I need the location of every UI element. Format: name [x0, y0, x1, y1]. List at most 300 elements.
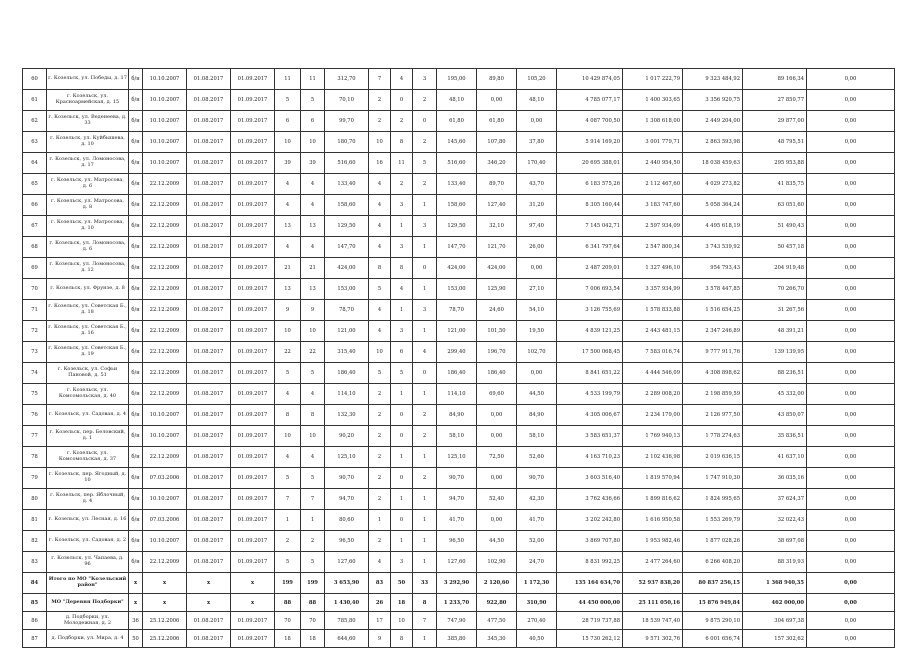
cell-d2: 01.08.2017 [187, 489, 231, 510]
cell-k: 3 603 516,40 [557, 468, 623, 489]
cell-e: 83 [369, 573, 391, 594]
cell-j: 105,20 [517, 69, 557, 90]
cell-o: 31 267,56 [743, 300, 807, 321]
cell-m: 5 058 364,24 [683, 195, 743, 216]
cell-k: 3 126 755,69 [557, 300, 623, 321]
cell-d3: 01.09.2017 [231, 90, 275, 111]
cell-i: 346,20 [477, 153, 517, 174]
cell-c: 78,70 [325, 300, 369, 321]
cell-d3: 01.09.2017 [231, 216, 275, 237]
cell-addr: г. Козельск, ул. Матросова, д. 6 [47, 174, 129, 195]
cell-j: 90,70 [517, 468, 557, 489]
cell-i: 24,60 [477, 300, 517, 321]
cell-num: б/н [129, 531, 143, 552]
cell-addr: г. Козельск, ул. Лесная, д. 16 [47, 510, 129, 531]
cell-p: 0,00 [807, 426, 895, 447]
cell-addr: г. Козельск, ул. Комсомольская, д. 37 [47, 447, 129, 468]
cell-n: 79 [23, 468, 47, 489]
cell-c: 80,60 [325, 510, 369, 531]
cell-x: x [231, 573, 275, 594]
table-row [23, 612, 895, 630]
cell-addr: д. Подборки, ул. Молодежная, д. 2 [47, 612, 129, 630]
cell-d1: 22.12.2009 [143, 384, 187, 405]
cell-g: 3 [413, 300, 437, 321]
cell-d3: 01.09.2017 [231, 363, 275, 384]
cell-addr: г. Козельск, ул. Ломоносова, д. 12 [47, 258, 129, 279]
table-row [23, 321, 895, 342]
cell-addr: г. Козельск, ул. Матросова, д. 10 [47, 216, 129, 237]
cell-g: 2 [413, 132, 437, 153]
cell-g: 4 [413, 342, 437, 363]
cell-a: 4 [275, 174, 301, 195]
cell-p: 0,00 [807, 195, 895, 216]
cell-g: 2 [413, 468, 437, 489]
cell-m: 1 747 910,30 [683, 468, 743, 489]
cell-d1: 25.12.2006 [143, 630, 187, 648]
cell-m: 4 308 898,62 [683, 363, 743, 384]
cell-e: 2 [369, 384, 391, 405]
cell-f: 1 [391, 489, 413, 510]
cell-d2: 01.08.2017 [187, 111, 231, 132]
cell-d2: 01.08.2017 [187, 69, 231, 90]
cell-m: 15 876 949,84 [683, 594, 743, 612]
table-row [23, 426, 895, 447]
cell-a: 4 [275, 447, 301, 468]
cell-l: 3 183 747,60 [623, 195, 683, 216]
cell-b: 70 [301, 612, 325, 630]
cell-o: 48 795,51 [743, 132, 807, 153]
cell-j: 37,80 [517, 132, 557, 153]
cell-d1: 10.10.2007 [143, 426, 187, 447]
cell-f: 4 [391, 69, 413, 90]
cell-d3: 01.09.2017 [231, 111, 275, 132]
cell-c: 129,50 [325, 216, 369, 237]
cell-l: 1 769 940,13 [623, 426, 683, 447]
cell-addr: г. Козельск, ул. Комсомольская, д. 40 [47, 384, 129, 405]
cell-b: 5 [301, 90, 325, 111]
cell-n: 62 [23, 111, 47, 132]
cell-d3: 01.09.2017 [231, 447, 275, 468]
cell-h: 121,00 [437, 321, 477, 342]
cell-o: 204 919,48 [743, 258, 807, 279]
cell-j: 58,10 [517, 426, 557, 447]
cell-c: 90,70 [325, 468, 369, 489]
cell-j: 0,00 [517, 111, 557, 132]
cell-j: 19,50 [517, 321, 557, 342]
cell-addr: г. Козельск, ул. Веденеева, д. 33 [47, 111, 129, 132]
cell-d2: 01.08.2017 [187, 279, 231, 300]
cell-d1: 07.03.2006 [143, 510, 187, 531]
cell-addr: г. Козельск, ул. Ломоносова, д. 6 [47, 237, 129, 258]
cell-d3: 01.09.2017 [231, 279, 275, 300]
cell-p: 0,00 [807, 573, 895, 594]
table-row [23, 279, 895, 300]
cell-num: б/н [129, 468, 143, 489]
cell-e: 2 [369, 111, 391, 132]
cell-l: 7 583 016,74 [623, 342, 683, 363]
cell-j: 97,40 [517, 216, 557, 237]
cell-a: 8 [275, 405, 301, 426]
cell-g: 1 [413, 237, 437, 258]
cell-c: 127,60 [325, 552, 369, 573]
cell-h: 78,70 [437, 300, 477, 321]
cell-n: 70 [23, 279, 47, 300]
cell-l: 4 444 546,09 [623, 363, 683, 384]
cell-f: 4 [391, 279, 413, 300]
cell-d3: 01.09.2017 [231, 384, 275, 405]
cell-num: б/н [129, 90, 143, 111]
cell-m: 1 778 274,63 [683, 426, 743, 447]
cell-o: 32 022,43 [743, 510, 807, 531]
cell-g: 1 [413, 384, 437, 405]
cell-g: 7 [413, 612, 437, 630]
cell-c: 99,70 [325, 111, 369, 132]
cell-j: 26,00 [517, 237, 557, 258]
cell-e: 2 [369, 447, 391, 468]
cell-e: 17 [369, 612, 391, 630]
cell-d3: 01.09.2017 [231, 342, 275, 363]
cell-num: б/н [129, 552, 143, 573]
cell-c: 147,70 [325, 237, 369, 258]
cell-i: 0,00 [477, 90, 517, 111]
cell-g: 1 [413, 279, 437, 300]
cell-g: 1 [413, 531, 437, 552]
cell-b: 5 [301, 552, 325, 573]
cell-k: 8 305 160,44 [557, 195, 623, 216]
cell-o: 51 490,43 [743, 216, 807, 237]
cell-i: 922,80 [477, 594, 517, 612]
cell-g: 0 [413, 111, 437, 132]
cell-d1: 10.10.2007 [143, 489, 187, 510]
cell-m: 3 578 447,85 [683, 279, 743, 300]
cell-b: 6 [301, 111, 325, 132]
cell-f: 2 [391, 174, 413, 195]
cell-d1: 10.10.2007 [143, 153, 187, 174]
cell-l: 2 477 264,60 [623, 552, 683, 573]
cell-g: 2 [413, 405, 437, 426]
cell-num: б/н [129, 510, 143, 531]
cell-k: 3 762 436,66 [557, 489, 623, 510]
cell-c: 90,20 [325, 426, 369, 447]
cell-m: 18 038 459,63 [683, 153, 743, 174]
cell-x: x [129, 573, 143, 594]
cell-i: 345,30 [477, 630, 517, 648]
cell-g: 33 [413, 573, 437, 594]
cell-m: 1 877 028,26 [683, 531, 743, 552]
cell-a: 5 [275, 90, 301, 111]
cell-g: 1 [413, 489, 437, 510]
cell-k: 8 841 651,22 [557, 363, 623, 384]
cell-x: x [143, 573, 187, 594]
cell-f: 1 [391, 300, 413, 321]
cell-a: 13 [275, 279, 301, 300]
cell-d1: 22.12.2009 [143, 447, 187, 468]
cell-num: б/н [129, 489, 143, 510]
cell-d3: 01.09.2017 [231, 321, 275, 342]
table-row [23, 405, 895, 426]
cell-num: б/н [129, 300, 143, 321]
total-label: Итого по МО "Козельский район" [47, 573, 129, 594]
cell-i: 2 120,60 [477, 573, 517, 594]
cell-l: 2 440 954,50 [623, 153, 683, 174]
cell-p: 0,00 [807, 531, 895, 552]
cell-l: 1 819 570,94 [623, 468, 683, 489]
cell-c: 186,40 [325, 363, 369, 384]
cell-f: 3 [391, 552, 413, 573]
cell-num: б/н [129, 447, 143, 468]
cell-k: 7 006 693,54 [557, 279, 623, 300]
cell-o: 35 836,51 [743, 426, 807, 447]
cell-j: 52,00 [517, 531, 557, 552]
cell-e: 4 [369, 552, 391, 573]
cell-b: 199 [301, 573, 325, 594]
cell-o: 63 051,60 [743, 195, 807, 216]
total-row-settlement [23, 594, 895, 612]
cell-p: 0,00 [807, 384, 895, 405]
cell-m: 4 029 273,82 [683, 174, 743, 195]
cell-l: 3 357 934,99 [623, 279, 683, 300]
cell-addr: г. Козельск, ул. Садовая, д. 2 [47, 531, 129, 552]
cell-n: 87 [23, 630, 47, 648]
cell-o: 41 637,10 [743, 447, 807, 468]
table-row [23, 447, 895, 468]
cell-c: 312,70 [325, 69, 369, 90]
cell-d2: 01.08.2017 [187, 630, 231, 648]
cell-l: 1 578 833,88 [623, 300, 683, 321]
cell-n: 60 [23, 69, 47, 90]
cell-addr: г. Козельск, пер. Яблочный, д. 4 [47, 489, 129, 510]
cell-a: 5 [275, 468, 301, 489]
cell-h: 385,80 [437, 630, 477, 648]
cell-o: 38 697,08 [743, 531, 807, 552]
cell-d3: 01.09.2017 [231, 174, 275, 195]
table-row [23, 195, 895, 216]
cell-d3: 01.09.2017 [231, 153, 275, 174]
cell-i: 424,00 [477, 258, 517, 279]
cell-i: 89,80 [477, 69, 517, 90]
cell-j: 54,10 [517, 300, 557, 321]
cell-addr: г. Козельск, ул. Софьи Пановой, д. 51 [47, 363, 129, 384]
cell-h: 747,90 [437, 612, 477, 630]
cell-d1: 22.12.2009 [143, 321, 187, 342]
cell-e: 2 [369, 489, 391, 510]
cell-e: 4 [369, 216, 391, 237]
cell-i: 101,50 [477, 321, 517, 342]
cell-i: 107,80 [477, 132, 517, 153]
cell-c: 121,00 [325, 321, 369, 342]
cell-i: 72,50 [477, 447, 517, 468]
cell-g: 2 [413, 174, 437, 195]
cell-n: 72 [23, 321, 47, 342]
cell-f: 1 [391, 216, 413, 237]
cell-a: 18 [275, 630, 301, 648]
cell-m: 9 777 911,76 [683, 342, 743, 363]
cell-d3: 01.09.2017 [231, 552, 275, 573]
cell-p: 0,00 [807, 69, 895, 90]
cell-e: 2 [369, 531, 391, 552]
cell-n: 74 [23, 363, 47, 384]
cell-a: 10 [275, 321, 301, 342]
cell-a: 10 [275, 426, 301, 447]
cell-j: 43,70 [517, 174, 557, 195]
cell-l: 2 547 800,34 [623, 237, 683, 258]
cell-b: 10 [301, 426, 325, 447]
cell-k: 3 583 651,37 [557, 426, 623, 447]
cell-d2: 01.08.2017 [187, 405, 231, 426]
cell-l: 1 400 303,65 [623, 90, 683, 111]
cell-l: 3 001 779,71 [623, 132, 683, 153]
cell-b: 4 [301, 237, 325, 258]
cell-m: 954 793,43 [683, 258, 743, 279]
cell-num: б/н [129, 279, 143, 300]
cell-b: 10 [301, 321, 325, 342]
cell-d2: 01.08.2017 [187, 90, 231, 111]
cell-g: 3 [413, 216, 437, 237]
cell-i: 0,00 [477, 426, 517, 447]
cell-h: 90,70 [437, 468, 477, 489]
cell-addr: г. Козельск, ул. Чапаева, д. 96 [47, 552, 129, 573]
cell-h: 424,00 [437, 258, 477, 279]
cell-l: 2 112 467,60 [623, 174, 683, 195]
cell-h: 147,70 [437, 237, 477, 258]
cell-n: 82 [23, 531, 47, 552]
cell-h: 299,40 [437, 342, 477, 363]
cell-d2: 01.08.2017 [187, 342, 231, 363]
cell-b: 4 [301, 447, 325, 468]
cell-d3: 01.09.2017 [231, 531, 275, 552]
cell-c: 424,00 [325, 258, 369, 279]
cell-h: 129,50 [437, 216, 477, 237]
cell-e: 4 [369, 321, 391, 342]
cell-num: б/н [129, 237, 143, 258]
cell-a: 10 [275, 132, 301, 153]
cell-f: 0 [391, 405, 413, 426]
cell-k: 10 429 874,05 [557, 69, 623, 90]
cell-o: 45 332,00 [743, 384, 807, 405]
cell-a: 13 [275, 216, 301, 237]
cell-e: 26 [369, 594, 391, 612]
cell-d3: 01.09.2017 [231, 510, 275, 531]
cell-j: 48,10 [517, 90, 557, 111]
cell-num: б/н [129, 384, 143, 405]
cell-j: 270,40 [517, 612, 557, 630]
cell-a: 39 [275, 153, 301, 174]
cell-n: 67 [23, 216, 47, 237]
cell-d2: 01.08.2017 [187, 384, 231, 405]
cell-l: 1 616 950,58 [623, 510, 683, 531]
cell-num: б/н [129, 132, 143, 153]
cell-k: 44 450 000,00 [557, 594, 623, 612]
cell-h: 96,50 [437, 531, 477, 552]
cell-l: 25 111 050,16 [623, 594, 683, 612]
cell-k: 4 163 710,23 [557, 447, 623, 468]
cell-m: 3 356 920,75 [683, 90, 743, 111]
cell-d2: 01.08.2017 [187, 321, 231, 342]
cell-c: 3 653,90 [325, 573, 369, 594]
cell-f: 11 [391, 153, 413, 174]
cell-c: 1 430,40 [325, 594, 369, 612]
cell-g: 1 [413, 321, 437, 342]
cell-c: 125,10 [325, 447, 369, 468]
cell-d2: 01.08.2017 [187, 300, 231, 321]
cell-h: 195,00 [437, 69, 477, 90]
cell-i: 0,00 [477, 405, 517, 426]
cell-n: 76 [23, 405, 47, 426]
cell-p: 0,00 [807, 447, 895, 468]
cell-p: 0,00 [807, 111, 895, 132]
cell-addr: г. Козельск, ул. Советская Б., д. 18 [47, 300, 129, 321]
cell-b: 4 [301, 174, 325, 195]
cell-m: 80 837 256,15 [683, 573, 743, 594]
cell-p: 0,00 [807, 90, 895, 111]
cell-n: 84 [23, 573, 47, 594]
cell-o: 70 266,70 [743, 279, 807, 300]
table-row [23, 552, 895, 573]
cell-d3: 01.09.2017 [231, 612, 275, 630]
cell-num: б/н [129, 195, 143, 216]
cell-b: 9 [301, 300, 325, 321]
cell-i: 32,10 [477, 216, 517, 237]
cell-num: б/н [129, 363, 143, 384]
cell-i: 61,80 [477, 111, 517, 132]
table-row [23, 111, 895, 132]
cell-e: 4 [369, 195, 391, 216]
cell-k: 4 785 077,17 [557, 90, 623, 111]
cell-o: 29 877,00 [743, 111, 807, 132]
cell-a: 21 [275, 258, 301, 279]
cell-l: 9 571 302,76 [623, 630, 683, 648]
cell-c: 180,70 [325, 132, 369, 153]
cell-e: 2 [369, 405, 391, 426]
cell-m: 4 495 618,19 [683, 216, 743, 237]
cell-num: 36 [129, 612, 143, 630]
cell-n: 80 [23, 489, 47, 510]
cell-c: 153,00 [325, 279, 369, 300]
cell-h: 127,60 [437, 552, 477, 573]
cell-e: 4 [369, 174, 391, 195]
cell-d2: 01.08.2017 [187, 258, 231, 279]
cell-j: 84,90 [517, 405, 557, 426]
cell-num: б/н [129, 258, 143, 279]
cell-g: 3 [413, 69, 437, 90]
cell-f: 0 [391, 510, 413, 531]
cell-d1: 22.12.2009 [143, 237, 187, 258]
cell-h: 516,60 [437, 153, 477, 174]
cell-a: 4 [275, 195, 301, 216]
cell-a: 4 [275, 237, 301, 258]
cell-d2: 01.08.2017 [187, 612, 231, 630]
cell-e: 9 [369, 630, 391, 648]
cell-f: 0 [391, 90, 413, 111]
cell-i: 125,90 [477, 279, 517, 300]
cell-j: 42,30 [517, 489, 557, 510]
cell-b: 7 [301, 489, 325, 510]
cell-i: 0,00 [477, 468, 517, 489]
cell-d3: 01.09.2017 [231, 132, 275, 153]
cell-p: 0,00 [807, 630, 895, 648]
cell-addr: д. Подборки, ул. Мира, д. 4 [47, 630, 129, 648]
cell-e: 10 [369, 132, 391, 153]
cell-a: 88 [275, 594, 301, 612]
table-row [23, 489, 895, 510]
cell-d3: 01.09.2017 [231, 300, 275, 321]
cell-o: 304 697,38 [743, 612, 807, 630]
cell-d2: 01.08.2017 [187, 195, 231, 216]
cell-j: 44,50 [517, 384, 557, 405]
cell-c: 114,10 [325, 384, 369, 405]
cell-n: 75 [23, 384, 47, 405]
cell-c: 96,50 [325, 531, 369, 552]
